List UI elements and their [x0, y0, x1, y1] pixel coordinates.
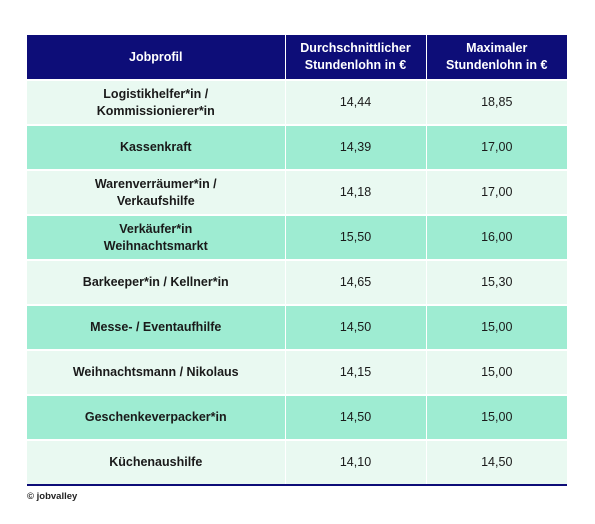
max-wage-cell: 15,00 — [426, 395, 567, 440]
avg-wage-cell: 14,44 — [285, 80, 426, 125]
job-cell: Barkeeper*in / Kellner*in — [27, 260, 285, 305]
avg-wage-cell: 15,50 — [285, 215, 426, 260]
job-cell: Warenverräumer*in / Verkaufshilfe — [27, 170, 285, 215]
table-header — [27, 35, 567, 80]
max-wage-cell: 17,00 — [426, 125, 567, 170]
avg-wage-cell: 14,65 — [285, 260, 426, 305]
job-cell: Geschenkeverpacker*in — [27, 395, 285, 440]
table-bottom-rule — [27, 484, 567, 486]
max-wage-cell: 15,00 — [426, 350, 567, 395]
table-row — [27, 395, 567, 440]
header-max-wage: Maximaler Stundenlohn in € — [426, 35, 567, 80]
table-row — [27, 305, 567, 350]
header-average-wage: Durchschnittlicher Stundenlohn in € — [285, 35, 426, 80]
table-row — [27, 80, 567, 125]
table-row — [27, 170, 567, 215]
job-cell: Kassenkraft — [27, 125, 285, 170]
table-row — [27, 260, 567, 305]
avg-wage-cell: 14,50 — [285, 395, 426, 440]
table-row — [27, 125, 567, 170]
table-body — [27, 80, 567, 484]
copyright-note: © jobvalley — [27, 491, 78, 502]
avg-wage-cell: 14,39 — [285, 125, 426, 170]
max-wage-cell: 14,50 — [426, 440, 567, 484]
avg-wage-cell: 14,50 — [285, 305, 426, 350]
max-wage-cell: 16,00 — [426, 215, 567, 260]
max-wage-cell: 17,00 — [426, 170, 567, 215]
table-row — [27, 440, 567, 484]
wage-table-container — [27, 35, 567, 486]
job-cell: Weihnachtsmann / Nikolaus — [27, 350, 285, 395]
max-wage-cell: 15,00 — [426, 305, 567, 350]
avg-wage-cell: 14,18 — [285, 170, 426, 215]
job-cell: Küchenaushilfe — [27, 440, 285, 484]
wage-table — [27, 35, 567, 484]
job-cell: Messe- / Eventaufhilfe — [27, 305, 285, 350]
table-row — [27, 215, 567, 260]
max-wage-cell: 18,85 — [426, 80, 567, 125]
table-row — [27, 350, 567, 395]
avg-wage-cell: 14,15 — [285, 350, 426, 395]
header-jobprofil: Jobprofil — [27, 35, 285, 80]
job-cell: Verkäufer*in Weihnachtsmarkt — [27, 215, 285, 260]
avg-wage-cell: 14,10 — [285, 440, 426, 484]
job-cell: Logistikhelfer*in / Kommissionierer*in — [27, 80, 285, 125]
max-wage-cell: 15,30 — [426, 260, 567, 305]
